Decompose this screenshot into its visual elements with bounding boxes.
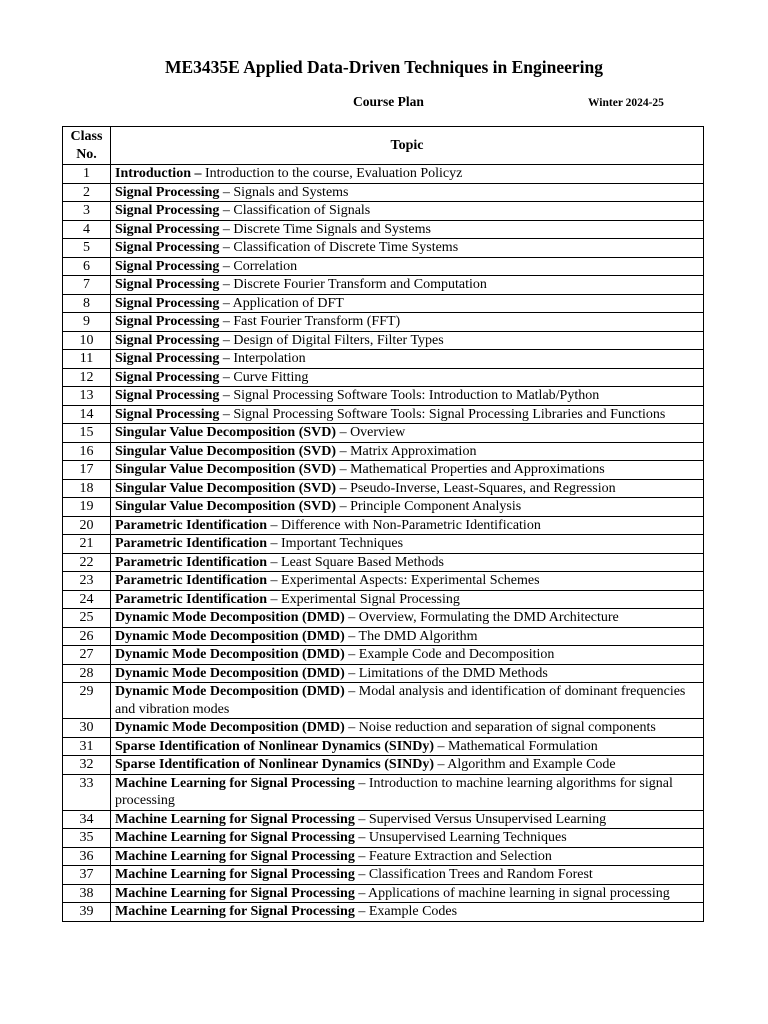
table-row	[63, 516, 704, 535]
topic-heading: Signal Processing	[115, 388, 220, 403]
course-plan-table	[62, 126, 704, 922]
topic-cell	[111, 553, 704, 572]
course-plan-label: Course Plan	[353, 94, 424, 109]
class-number: 8	[63, 294, 111, 313]
topic-cell	[111, 239, 704, 258]
topic-heading: Signal Processing	[115, 277, 220, 292]
topic-detail: – Example Code and Decomposition	[344, 647, 555, 662]
table-row	[63, 683, 704, 719]
table-row	[63, 220, 704, 239]
table-row	[63, 257, 704, 276]
topic-heading: Signal Processing	[115, 184, 220, 200]
topic-heading: Parametric Identification	[115, 573, 268, 588]
topic-cell	[111, 294, 704, 313]
table-row	[63, 590, 704, 609]
topic-heading: Dynamic Mode Decomposition (DMD)	[115, 610, 345, 625]
topic-detail: – Limitations of the DMD Methods	[344, 665, 548, 681]
class-number: 24	[63, 590, 111, 609]
topic-heading: Signal Processing	[115, 295, 220, 311]
class-number: 31	[63, 737, 111, 756]
topic-cell	[111, 479, 704, 498]
table-header-row	[63, 127, 704, 165]
class-number: 29	[63, 683, 111, 719]
topic-detail: – Overview	[336, 425, 406, 440]
class-number: 17	[63, 461, 111, 480]
table-row	[63, 350, 704, 369]
topic-detail: – Classification Trees and Random Forest	[354, 867, 593, 882]
class-number: 30	[63, 719, 111, 738]
class-number: 28	[63, 664, 111, 683]
table-row	[63, 276, 704, 295]
table-row	[63, 479, 704, 498]
topic-detail: – Signal Processing Software Tools: Introduction to Matlab/Python	[219, 388, 600, 403]
topic-heading: Machine Learning for Signal Processing	[115, 830, 355, 845]
class-number: 4	[63, 220, 111, 239]
class-number: 34	[63, 810, 111, 829]
topic-detail: – Matrix Approximation	[336, 443, 477, 459]
topic-cell	[111, 276, 704, 295]
topic-cell	[111, 572, 704, 591]
topic-heading: Machine Learning for Signal Processing	[115, 775, 355, 791]
topic-cell	[111, 646, 704, 665]
class-no-header-line1: Class	[70, 129, 103, 144]
table-row	[63, 646, 704, 665]
topic-cell	[111, 331, 704, 350]
table-row	[63, 829, 704, 848]
table-row	[63, 165, 704, 184]
topic-heading: Machine Learning for Signal Processing	[115, 867, 355, 882]
topic-heading: Signal Processing	[115, 351, 220, 366]
table-row	[63, 442, 704, 461]
class-number: 9	[63, 313, 111, 332]
class-number: 27	[63, 646, 111, 665]
topic-detail: – Correlation	[219, 258, 298, 274]
topic-detail: – Difference with Non-Parametric Identification	[267, 517, 541, 533]
class-number: 20	[63, 516, 111, 535]
class-number: 2	[63, 183, 111, 202]
table-row	[63, 424, 704, 443]
class-number: 23	[63, 572, 111, 591]
topic-detail: – Applications of machine learning in signal processing	[354, 885, 670, 901]
topic-detail: – Important Techniques	[267, 536, 404, 551]
table-row	[63, 866, 704, 885]
topic-cell	[111, 368, 704, 387]
topic-heading: Signal Processing	[115, 203, 220, 218]
topic-detail: – Discrete Fourier Transform and Computation	[219, 277, 487, 292]
topic-heading: Dynamic Mode Decomposition (DMD)	[115, 720, 345, 735]
topic-detail: – Algorithm and Example Code	[434, 757, 616, 772]
class-no-header	[63, 127, 111, 165]
table-row	[63, 627, 704, 646]
topic-heading: Parametric Identification	[115, 554, 268, 570]
topic-detail: – Least Square Based Methods	[267, 554, 444, 570]
topic-detail: – Principle Component Analysis	[336, 499, 522, 514]
table-row	[63, 609, 704, 628]
topic-cell	[111, 498, 704, 517]
class-number: 35	[63, 829, 111, 848]
table-row	[63, 774, 704, 810]
topic-cell	[111, 774, 704, 810]
class-number: 33	[63, 774, 111, 810]
topic-heading: Signal Processing	[115, 258, 220, 274]
topic-heading: Sparse Identification of Nonlinear Dynamics (SINDy)	[115, 757, 435, 772]
table-row	[63, 313, 704, 332]
topic-detail: – Overview, Formulating the DMD Architecture	[344, 610, 619, 625]
topic-detail: – Discrete Time Signals and Systems	[219, 221, 431, 237]
class-number: 36	[63, 847, 111, 866]
topic-cell	[111, 884, 704, 903]
topic-heading: Singular Value Decomposition (SVD)	[115, 462, 337, 477]
document-title: ME3435E Applied Data-Driven Techniques in Engineering	[164, 57, 604, 77]
topic-detail: – Supervised Versus Unsupervised Learning	[354, 811, 607, 827]
class-number: 15	[63, 424, 111, 443]
topic-cell	[111, 829, 704, 848]
topic-heading: Signal Processing	[115, 240, 220, 255]
class-number: 1	[63, 165, 111, 184]
table-row	[63, 553, 704, 572]
topic-heading: Dynamic Mode Decomposition (DMD)	[115, 684, 345, 699]
table-row	[63, 737, 704, 756]
topic-detail: – Classification of Discrete Time Systems	[219, 240, 459, 255]
topic-heading: Singular Value Decomposition (SVD)	[115, 480, 337, 496]
class-number: 12	[63, 368, 111, 387]
table-row	[63, 535, 704, 554]
class-number: 37	[63, 866, 111, 885]
topic-heading: Signal Processing	[115, 314, 220, 329]
topic-detail: – Interpolation	[219, 351, 306, 366]
topic-cell	[111, 847, 704, 866]
topic-detail: – Introduction to machine learning algorithms for signal processing	[115, 775, 673, 808]
topic-heading: Machine Learning for Signal Processing	[115, 811, 355, 827]
class-number: 11	[63, 350, 111, 369]
topic-heading: Machine Learning for Signal Processing	[115, 848, 355, 864]
class-number: 38	[63, 884, 111, 903]
topic-heading: Dynamic Mode Decomposition (DMD)	[115, 628, 345, 644]
table-row	[63, 202, 704, 221]
table-row	[63, 847, 704, 866]
topic-cell	[111, 590, 704, 609]
topic-detail: – The DMD Algorithm	[344, 628, 478, 644]
table-row	[63, 331, 704, 350]
topic-cell	[111, 516, 704, 535]
topic-header: Topic	[111, 127, 704, 165]
topic-heading: Singular Value Decomposition (SVD)	[115, 443, 337, 459]
topic-detail: – Mathematical Properties and Approximations	[336, 462, 605, 477]
topic-cell	[111, 664, 704, 683]
class-number: 13	[63, 387, 111, 406]
topic-cell	[111, 257, 704, 276]
topic-detail: – Unsupervised Learning Techniques	[354, 830, 567, 845]
topic-detail: – Noise reduction and separation of signal components	[344, 720, 656, 735]
table-row	[63, 719, 704, 738]
topic-heading: Signal Processing	[115, 221, 220, 237]
table-row	[63, 884, 704, 903]
table-row	[63, 405, 704, 424]
table-row	[63, 572, 704, 591]
class-number: 10	[63, 331, 111, 350]
topic-heading: Singular Value Decomposition (SVD)	[115, 499, 337, 514]
topic-cell	[111, 202, 704, 221]
topic-cell	[111, 683, 704, 719]
topic-cell	[111, 183, 704, 202]
topic-heading: Signal Processing	[115, 406, 220, 422]
table-row	[63, 498, 704, 517]
topic-heading: Machine Learning for Signal Processing	[115, 885, 355, 901]
table-row	[63, 810, 704, 829]
table-row	[63, 387, 704, 406]
topic-detail: – Experimental Aspects: Experimental Schemes	[267, 573, 540, 588]
topic-cell	[111, 903, 704, 922]
class-number: 5	[63, 239, 111, 258]
topic-heading: Parametric Identification	[115, 591, 268, 607]
topic-heading: Signal Processing	[115, 369, 220, 385]
subtitle-row	[0, 93, 768, 111]
class-number: 6	[63, 257, 111, 276]
topic-cell	[111, 220, 704, 239]
topic-heading: Singular Value Decomposition (SVD)	[115, 425, 337, 440]
topic-cell	[111, 719, 704, 738]
class-number: 14	[63, 405, 111, 424]
topic-detail: – Classification of Signals	[219, 203, 371, 218]
topic-cell	[111, 424, 704, 443]
topic-heading: Dynamic Mode Decomposition (DMD)	[115, 665, 345, 681]
topic-detail: – Pseudo-Inverse, Least-Squares, and Regression	[336, 480, 616, 496]
topic-detail: – Modal analysis and identification of dominant frequencies and vibration modes	[115, 684, 686, 717]
topic-detail: – Signal Processing Software Tools: Signal Processing Libraries and Functions	[219, 406, 666, 422]
class-number: 26	[63, 627, 111, 646]
class-number: 21	[63, 535, 111, 554]
topic-cell	[111, 387, 704, 406]
topic-cell	[111, 810, 704, 829]
topic-cell	[111, 165, 704, 184]
topic-detail: – Curve Fitting	[219, 369, 309, 385]
table-row	[63, 368, 704, 387]
table-row	[63, 294, 704, 313]
topic-detail: – Fast Fourier Transform (FFT)	[219, 314, 401, 329]
topic-detail: – Design of Digital Filters, Filter Types	[219, 332, 444, 348]
topic-detail: – Example Codes	[354, 904, 458, 919]
topic-cell	[111, 609, 704, 628]
topic-heading: Introduction –	[115, 166, 202, 181]
topic-cell	[111, 461, 704, 480]
class-number: 19	[63, 498, 111, 517]
table-row	[63, 903, 704, 922]
class-number: 3	[63, 202, 111, 221]
topic-detail: – Signals and Systems	[219, 184, 349, 200]
class-number: 32	[63, 756, 111, 775]
topic-cell	[111, 737, 704, 756]
table-row	[63, 664, 704, 683]
topic-detail: – Feature Extraction and Selection	[354, 848, 552, 864]
table-row	[63, 461, 704, 480]
table-row	[63, 239, 704, 258]
topic-cell	[111, 627, 704, 646]
topic-cell	[111, 535, 704, 554]
topic-heading: Dynamic Mode Decomposition (DMD)	[115, 647, 345, 662]
class-number: 7	[63, 276, 111, 295]
topic-heading: Machine Learning for Signal Processing	[115, 904, 355, 919]
topic-detail: – Application of DFT	[219, 295, 344, 311]
topic-cell	[111, 866, 704, 885]
topic-detail: – Mathematical Formulation	[434, 738, 598, 754]
topic-heading: Parametric Identification	[115, 536, 268, 551]
topic-detail: – Experimental Signal Processing	[267, 591, 460, 607]
table-body	[63, 165, 704, 922]
table-row	[63, 183, 704, 202]
class-no-header-line2: No.	[76, 146, 97, 162]
term-label: Winter 2024-25	[588, 97, 664, 109]
topic-cell	[111, 442, 704, 461]
topic-cell	[111, 350, 704, 369]
topic-cell	[111, 405, 704, 424]
topic-heading: Parametric Identification	[115, 517, 268, 533]
class-number: 22	[63, 553, 111, 572]
class-number: 18	[63, 479, 111, 498]
topic-heading: Signal Processing	[115, 332, 220, 348]
table-row	[63, 756, 704, 775]
topic-detail: Introduction to the course, Evaluation Policyz	[201, 166, 463, 181]
topic-heading: Sparse Identification of Nonlinear Dynamics (SINDy)	[115, 738, 435, 754]
topic-cell	[111, 313, 704, 332]
class-number: 16	[63, 442, 111, 461]
class-number: 25	[63, 609, 111, 628]
class-number: 39	[63, 903, 111, 922]
topic-cell	[111, 756, 704, 775]
